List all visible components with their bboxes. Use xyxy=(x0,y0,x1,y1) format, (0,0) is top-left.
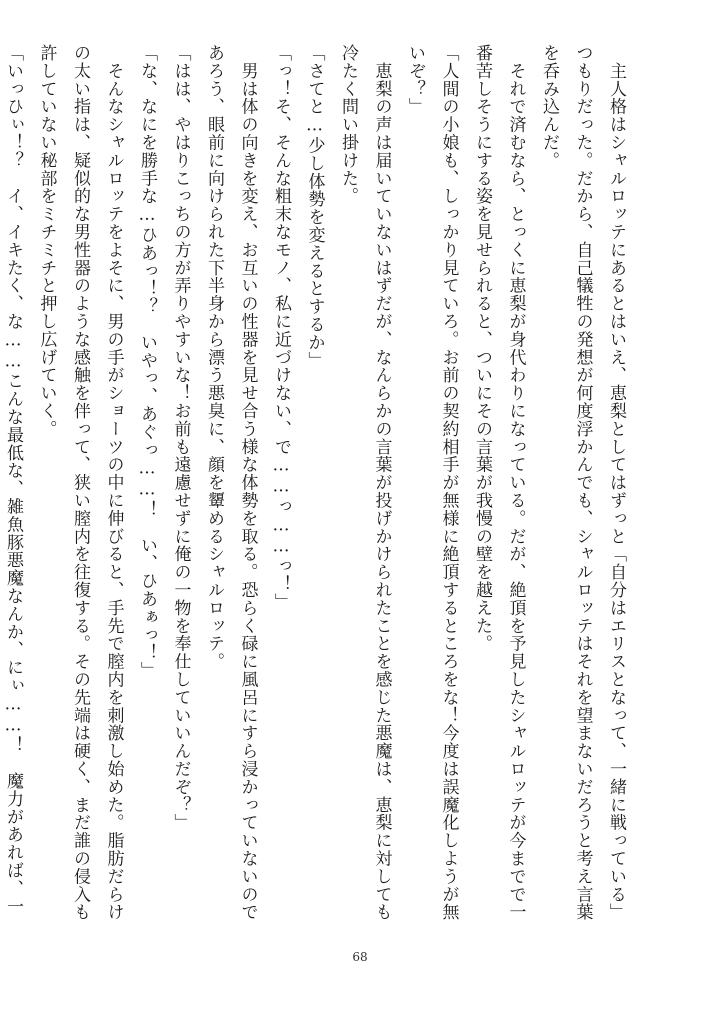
dialogue-line: 「はは、やはりこっちの方が弄りやすいな！お前も遠慮せずに俺の一物を奉仕していいんだぞ？」 xyxy=(170,44,191,832)
paragraph: 恵梨の声は届いていないはずだが、なんらかの言葉が投げかけられたことを感じた悪魔は、恵梨に対しても冷たく問い掛けた。 xyxy=(338,44,392,922)
paragraph: それで済むなら、とっくに恵梨が身代わりになっている。だが、絶頂を予見したシャルロッテが今までで一番苦しそうにする姿を見せられると、ついにその言葉が我慢の壁を越えた。 xyxy=(472,44,526,922)
page-number: 68 xyxy=(352,950,368,964)
paragraph: そんなシャルロッテをよそに、男の手がショーツの中に伸びると、手先で膣内を刺激し始めた。脂肪だらけの太い指は、疑似的な男性器のような感触を伴って、狭い膣内を往復する。その先端は硬く、まだ誰の侵入も許していない秘部をミチミチと押し広げていく。 xyxy=(36,44,124,922)
dialogue-line: 「な、なにを勝手な…ひあっ！？ いやっ、あぐっ……！ い、ひあぁっ！」 xyxy=(137,44,157,680)
dialogue-line: 「っ！そ、そんな粗末なモノ、私に近づけない、で……っ……っ！」 xyxy=(271,44,291,611)
dialogue-line: 「いっひぃ！？ イ、イキたく、な……こんな最低な、雑魚豚悪魔なんか、にぃ……！ 魔力があれば、一 xyxy=(3,44,23,916)
dialogue-line: 「さてと…少し体勢を変えるとするか」 xyxy=(304,44,325,370)
paragraph: 主人格はシャルロッテにあるとはいえ、恵梨としてはずっと「自分はエリスとなって、一緒に戦っている」つもりだった。だから、自己犠牲の発想が何度浮かんでも、シャルロッテはそれを望まないだろうと考え言葉を呑み込んだ。 xyxy=(539,44,626,922)
vertical-text-body xyxy=(3,44,632,924)
dialogue-line: 「人間の小娘も、しっかり見ていろ。お前の契約相手が無様に絶頂するところをな！今度は誤魔化しようが無いぞ？」 xyxy=(405,44,459,922)
paragraph: 男は体の向きを変え、お互いの性器を見せ合う様な体勢を取る。恐らく碌に風呂にすら浸かっていないのであろう、眼前に向けられた下半身から漂う悪臭に、顔を顰めるシャルロッテ。 xyxy=(204,44,258,922)
